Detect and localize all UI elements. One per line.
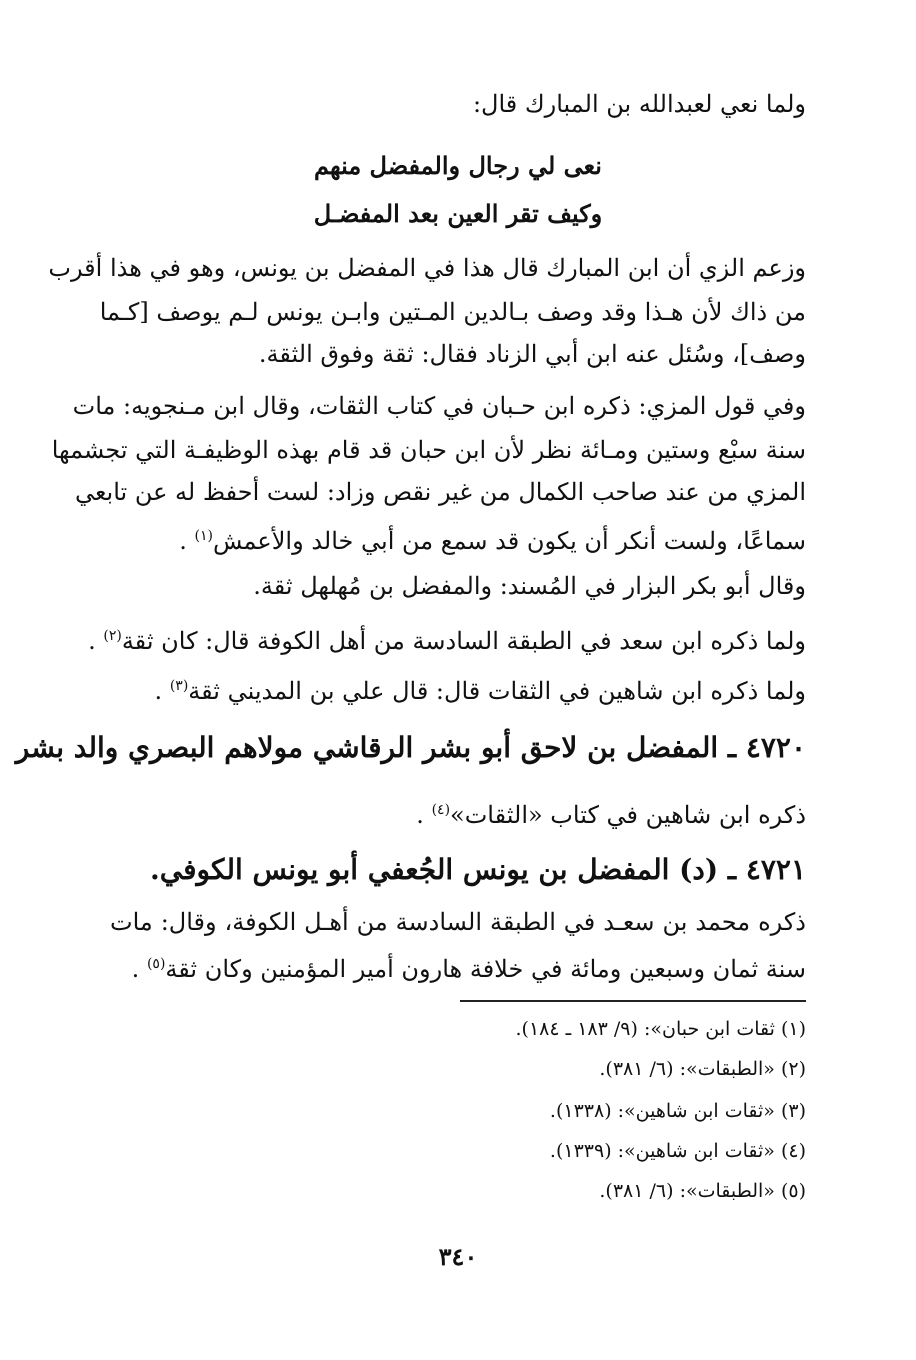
para3-line: وقال أبو بكر البزار في المُسند: والمفضل بن مُهلهل ثقة. — [253, 572, 806, 600]
para1-line-2: من ذاك لأن هـذا وقد وصف بـالدين المـتين وابـن يونس لـم يوصف [كـما — [99, 298, 806, 326]
entry-4721-body: سنة ثمان وسبعين ومائة في خلافة هارون أمير المؤمنين وكان ثقة — [165, 955, 806, 983]
para4-line: ولما ذكره ابن سعد في الطبقة السادسة من أهل الكوفة قال: كان ثقة$^{(٢)}$ . — [88, 627, 806, 655]
entry-4721-line-2: سنة ثمان وسبعين ومائة في خلافة هارون أمير المؤمنين وكان ثقة$^{(٥)}$ . — [131, 955, 806, 983]
entry-4720-text: ذكره ابن شاهين في كتاب «الثقات»$^{(٤)}$ . — [416, 801, 806, 829]
footnote-3: (٣) «ثقات ابن شاهين»: (١٣٣٨). — [549, 1100, 806, 1122]
footnote-4: (٤) «ثقات ابن شاهين»: (١٣٣٩). — [549, 1140, 806, 1162]
footnote-2: (٢) «الطبقات»: (٦/ ٣٨١). — [599, 1058, 806, 1080]
para1-line-1: وزعم الزي أن ابن المبارك قال هذا في المفضل بن يونس، وهو في هذا أقرب — [48, 254, 806, 282]
footnote-ref-2[interactable]: (٢) — [103, 628, 122, 644]
para1-line-3: وصف]، وسُئل عنه ابن أبي الزناد فقال: ثقة وفوق الثقة. — [258, 340, 806, 368]
footnote-ref-4[interactable]: (٤) — [431, 802, 451, 818]
para4-text: ولما ذكره ابن سعد في الطبقة السادسة من أهل الكوفة قال: كان ثقة — [121, 627, 806, 655]
entry-4721-title: ٤٧٢١ ـ (د) المفضل بن يونس الجُعفي أبو يونس الكوفي. — [150, 853, 806, 886]
footnote-1: (١) ثقات ابن حبان»: (٩/ ١٨٣ ـ ١٨٤). — [515, 1018, 806, 1040]
para2-line-1: وفي قول المزي: ذكره ابن حـبان في كتاب الثقات، وقال ابن مـنجويه: مات — [72, 392, 806, 420]
poem-verse-1: نعى لي رجال والمفضل منهم — [314, 151, 602, 180]
footnote-ref-1[interactable]: (١) — [194, 528, 213, 544]
entry-4721-line-1: ذكره محمد بن سعـد في الطبقة السادسة من أهـل الكوفة، وقال: مات — [110, 908, 806, 936]
poem-verse-2: وكيف تقر العين بعد المفضـل — [313, 199, 603, 228]
para2-line-3: المزي من عند صاحب الكمال من غير نقص وزاد: لست أحفظ له عن تابعي — [74, 478, 806, 506]
para2-line-4-text: سماعًا، ولست أنكر أن يكون قد سمع من أبي خالد والأعمش — [212, 527, 806, 555]
footnote-5: (٥) «الطبقات»: (٦/ ٣٨١). — [599, 1180, 806, 1202]
para2-line-2: سنة سبْع وستين ومـائة نظر لأن ابن حبان قد قام بهذه الوظيفـة التي تجشمها — [51, 436, 806, 464]
para5-line: ولما ذكره ابن شاهين في الثقات قال: قال علي بن المديني ثقة$^{(٣)}$ . — [154, 677, 806, 705]
footnote-ref-3[interactable]: (٣) — [169, 678, 189, 694]
page-number: ٣٤٠ — [438, 1242, 478, 1271]
para5-text: ولما ذكره ابن شاهين في الثقات قال: قال علي بن المديني ثقة — [188, 677, 806, 705]
entry-4720-title: ٤٧٢٠ ـ المفضل بن لاحق أبو بشر الرقاشي مولاهم البصري والد بشر — [15, 731, 806, 764]
entry-4720-body: ذكره ابن شاهين في كتاب «الثقات» — [450, 801, 806, 829]
footnote-ref-5[interactable]: (٥) — [146, 956, 166, 972]
footnote-separator — [460, 1000, 806, 1002]
intro-line: ولما نعي لعبدالله بن المبارك قال: — [472, 90, 806, 118]
para2-line-4: سماعًا، ولست أنكر أن يكون قد سمع من أبي خالد والأعمش$^{(١)}$ . — [179, 527, 806, 555]
